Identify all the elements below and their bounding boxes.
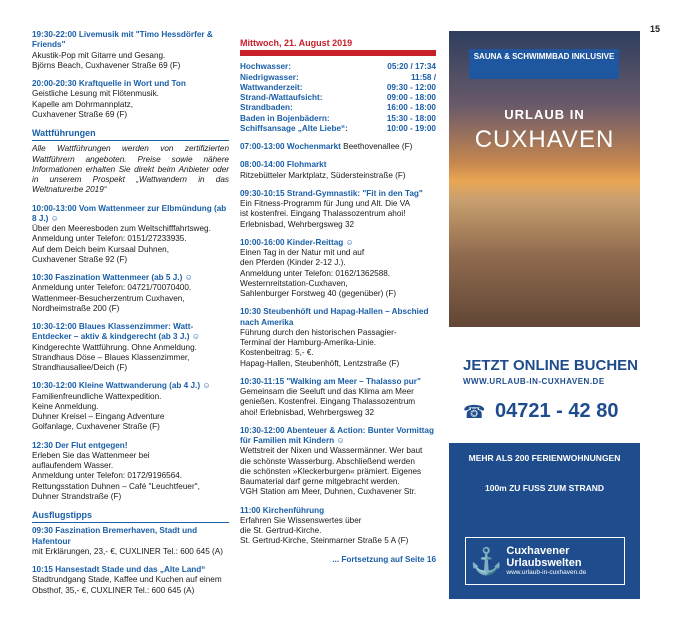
event-line: Wattenmeer-Besucherzentrum Cuxhaven,: [32, 293, 185, 303]
event-line: Strandhausallee/Deich (F): [32, 363, 128, 372]
event-line: die St. Gertrud-Kirche.: [240, 526, 322, 535]
event-block: [32, 322, 229, 373]
tide-table: [240, 62, 436, 134]
event-title: 10:00-16:00 Kinder-Reittag ☺: [240, 237, 354, 247]
ad-band-apartments: MEHR ALS 200 FERIENWOHNUNGEN: [468, 453, 621, 463]
page-number: 15: [650, 24, 661, 34]
event-title: 09:30-10:15 Strand-Gymnastik: "Fit in den Tag": [240, 188, 423, 198]
date-heading: Mittwoch, 21. August 2019: [240, 38, 353, 48]
event-line: Westernreitstation-Cuxhaven,: [240, 278, 348, 288]
event-line: Duhner Kreisel – Eingang Adventure: [32, 412, 165, 421]
event-line: Über den Meeresboden zum Weltschifffahrtsweg.: [32, 224, 211, 233]
event-line: Ritzebütteler Marktplatz, Südersteinstraße (F): [240, 170, 406, 180]
event-line: Cuxhavener Straße 69 (F): [32, 109, 128, 119]
event-title: 20:00-20:30 Kraftquelle in Wort und Ton: [32, 79, 186, 88]
event-block: [240, 160, 436, 181]
ad-white-panel: [449, 327, 640, 443]
event-line: Stadtrundgang Stade, Kaffee und Kuchen auf einem: [32, 575, 222, 585]
tide-label: Strand-/Wattaufsicht:: [240, 93, 323, 102]
event-block: [32, 79, 229, 120]
tide-value: 10:00 - 19:00: [386, 123, 436, 133]
event-line: Erlebnisbad, Wehrbergsweg 32: [240, 219, 355, 229]
event-line: VGH Station am Meer, Duhnen, Cuxhavener Str.: [240, 487, 417, 497]
column-left: [32, 30, 229, 604]
event-block: [240, 426, 436, 498]
event-line: Geistliche Lesung mit Flötenmusik.: [32, 89, 159, 99]
event-line: Kapelle am Dohrmannplatz,: [32, 99, 134, 109]
event-block: [32, 204, 229, 266]
event-line: Ein Fitness-Programm für Jung und Alt. Die VA: [240, 199, 411, 208]
logo-name-2: Urlaubswelten: [506, 556, 582, 569]
ad-headline-2: CUXHAVEN: [474, 126, 615, 153]
event-block: [240, 189, 436, 230]
tide-label: Strandbaden:: [240, 103, 293, 113]
ad-logo: [465, 537, 625, 585]
date-bar: [240, 50, 436, 56]
event-line: Akustik-Pop mit Gitarre und Gesang.: [32, 50, 166, 60]
tide-value: 16:00 - 18:00: [386, 103, 436, 113]
ad-phone[interactable]: 04721 - 42 80: [495, 400, 619, 422]
ad-ribbon: SAUNA & SCHWIMMBAD INKLUSIVE: [469, 49, 619, 79]
event-line: Erleben Sie das Wattenmeer bei: [32, 450, 150, 460]
event-line: Terminal der Hamburg-Amerika-Linie.: [240, 338, 377, 347]
event-line: Anmeldung unter Telefon: 0162/1362588.: [240, 268, 391, 278]
tide-value: 09:00 - 18:00: [386, 93, 436, 102]
event-title: 10:30-12:00 Kleine Wattwanderung (ab 4 J.) ☺: [32, 381, 211, 391]
tide-label: Schiffsansage „Alte Liebe“:: [240, 123, 348, 133]
event-line: Anmeldung unter Telefon: 0172/9196564.: [32, 471, 183, 481]
tide-label: Hochwasser:: [240, 62, 291, 72]
ad-url[interactable]: WWW.URLAUB-IN-CUXHAVEN.DE: [463, 377, 605, 386]
event-block: [240, 238, 436, 300]
event-block: [240, 142, 436, 152]
event-block: [32, 273, 229, 314]
event-block: [32, 30, 229, 71]
tide-row: [240, 62, 436, 72]
event-title: 10:30 Steubenhöft und Hapag-Hallen – Abschied nach Amerika: [240, 307, 429, 327]
tide-label: Baden in Bojenbädern:: [240, 113, 330, 123]
event-line: Cuxhavener Straße 92 (F): [32, 254, 128, 264]
event-title: 12:30 Der Flut entgegen!: [32, 440, 128, 450]
tide-value: 11:58 /: [410, 72, 436, 82]
event-block: [240, 506, 436, 547]
event-line: mit Erklärungen, 23,- €, CUXLINER Tel.: 600 645 (A): [32, 546, 223, 556]
tide-value: 05:20 / 17:34: [387, 62, 436, 72]
advertisement[interactable]: [449, 31, 640, 599]
beach-photo: [449, 31, 640, 331]
logo-name-1: Cuxhavener: [506, 544, 570, 557]
event-block: [32, 381, 229, 432]
event-line: Nordheimstraße 200 (F): [32, 303, 120, 313]
event-line: Familienfreundliche Wattexpedition.: [32, 391, 162, 401]
event-line: den Pferden (Kinder 2-12 J.).: [240, 258, 346, 268]
tide-row: [240, 124, 436, 134]
event-line: Kindgerechte Wattführung. Ohne Anmeldung.: [32, 342, 197, 352]
phone-icon: ☎: [463, 402, 486, 422]
crest-icon: ⚓: [470, 545, 503, 576]
event-line: Strandhaus Döse – Blaues Klassenzimmer,: [32, 352, 190, 362]
event-line: Auf dem Deich beim Kursaal Duhnen,: [32, 244, 169, 254]
ad-band-beach: 100m ZU FUSS ZUM STRAND: [484, 483, 604, 493]
event-line: die schönsten »Kleckerburgen« prämiert. Eigenes: [240, 466, 422, 476]
event-title: 10:00-13:00 Vom Wattenmeer zur Elbmündung (ab 8 J.) ☺: [32, 203, 227, 223]
event-line: auflaufendem Wasser.: [32, 461, 114, 470]
event-line: Gemeinsam die Seeluft und das Klima am Meer: [240, 387, 414, 396]
section-title: Ausflugstipps: [32, 510, 92, 520]
column-middle: [240, 30, 436, 565]
event-line: Björns Beach, Cuxhavener Straße 69 (F): [32, 60, 181, 70]
tide-value: 15:30 - 18:00: [386, 113, 436, 123]
event-line: Führung durch den historischen Passagier-: [240, 327, 397, 337]
event-line: die schönste Wasserburg. Abschließend werden: [240, 456, 415, 466]
section-rule: [32, 140, 229, 141]
tide-label: Wattwanderzeit:: [240, 82, 303, 92]
event-title: [240, 142, 436, 152]
event-title-text: 07:00-13:00 Wochenmarkt: [240, 142, 341, 151]
event-block: [32, 441, 229, 503]
event-line: Anmeldung unter Telefon: 04721/70070400.: [32, 283, 192, 293]
event-line: Hapag-Hallen, Steubenhöft, Lentzstraße (F): [240, 358, 400, 368]
event-title: 08:00-14:00 Flohmarkt: [240, 160, 327, 170]
continued-link: ... Fortsetzung auf Seite 16: [332, 554, 436, 564]
tide-row: [240, 103, 436, 113]
event-line: Keine Anmeldung.: [32, 401, 99, 411]
event-line: Obsthof, 35,- €, CUXLINER Tel.: 600 645 (A): [32, 585, 195, 595]
event-line: Einen Tag in der Natur mit und auf: [240, 248, 365, 257]
ad-cta: JETZT ONLINE BUCHEN: [463, 357, 639, 374]
tide-value: 09:30 - 12:00: [386, 82, 436, 92]
ad-headline-1: URLAUB IN: [504, 107, 585, 122]
event-title: 10:30-12:00 Abenteuer & Action: Bunter Vormittag für Familien mit Kindern ☺: [240, 425, 434, 445]
event-block: [32, 565, 229, 596]
event-block: [240, 307, 436, 369]
event-block: [240, 377, 436, 418]
event-title: 10:15 Hansestadt Stade und das „Alte Land“: [32, 565, 206, 574]
event-line: Golfanlage, Cuxhavener Straße (F): [32, 422, 160, 432]
section-rule: [32, 522, 229, 523]
event-line: St. Gertrud-Kirche, Steinmarner Straße 5 A (F): [240, 536, 409, 546]
event-title: 19:30-22:00 Livemusik mit "Timo Hessdörfer & Friends": [32, 30, 213, 50]
event-line: Wettstreit der Nixen und Wassermänner. Wer baut: [240, 446, 423, 456]
event-title: 10:30 Faszination Wattenmeer (ab 5 J.) ☺: [32, 273, 193, 282]
section-note: Alle Wattführungen werden von zertifizierten Wattführern angeboten. Preise sowie nähere Informationen erhalten Sie direkt beim Anbieter oder in unserem Prospekt „Wattwandern in das Weltnaturerbe 2019“: [32, 144, 229, 195]
section-title: Wattführungen: [32, 128, 96, 138]
tide-row: [240, 93, 436, 103]
event-title: 10:30-11:15 "Walking am Meer – Thalasso pur": [240, 376, 421, 386]
event-line: Kostenbeitrag: 5,- €.: [240, 348, 314, 358]
tide-row: [240, 114, 436, 124]
event-location: Beethovenallee (F): [340, 142, 413, 151]
event-line: ahoi! Erlebnisbad, Wehrbergsweg 32: [240, 407, 375, 417]
event-line: Rettungsstation Duhnen – Café "Leuchtfeuer",: [32, 481, 200, 491]
event-line: genießen. Kostenfrei. Eingang Thalassozentrum: [240, 397, 416, 407]
event-line: Anmeldung unter Telefon: 0151/27233935.: [32, 234, 187, 244]
event-block: [32, 526, 229, 557]
event-line: ist kostenfrei. Eingang Thalassozentrum ahoi!: [240, 209, 406, 219]
event-line: Duhner Strandstraße (F): [32, 491, 122, 501]
tide-row: [240, 83, 436, 93]
event-line: Erfahren Sie Wissenswertes über: [240, 515, 362, 525]
event-title: 11:00 Kirchenführung: [240, 505, 325, 515]
event-title: 09:30 Faszination Bremerhaven, Stadt und Hafentour: [32, 526, 198, 546]
event-line: Sahlenburger Forstweg 40 (gegenüber) (F): [240, 289, 397, 298]
tide-label: Niedrigwasser:: [240, 72, 299, 82]
tide-row: [240, 73, 436, 83]
event-title: 10:30-12:00 Blaues Klassenzimmer: Watt-Entdecker – aktiv & kindgerecht (ab 3 J.) ☺: [32, 322, 201, 342]
event-line: Baumaterial darf gerne mitgebracht werden.: [240, 477, 400, 486]
logo-url: www.urlaub-in-cuxhaven.de: [506, 569, 587, 577]
